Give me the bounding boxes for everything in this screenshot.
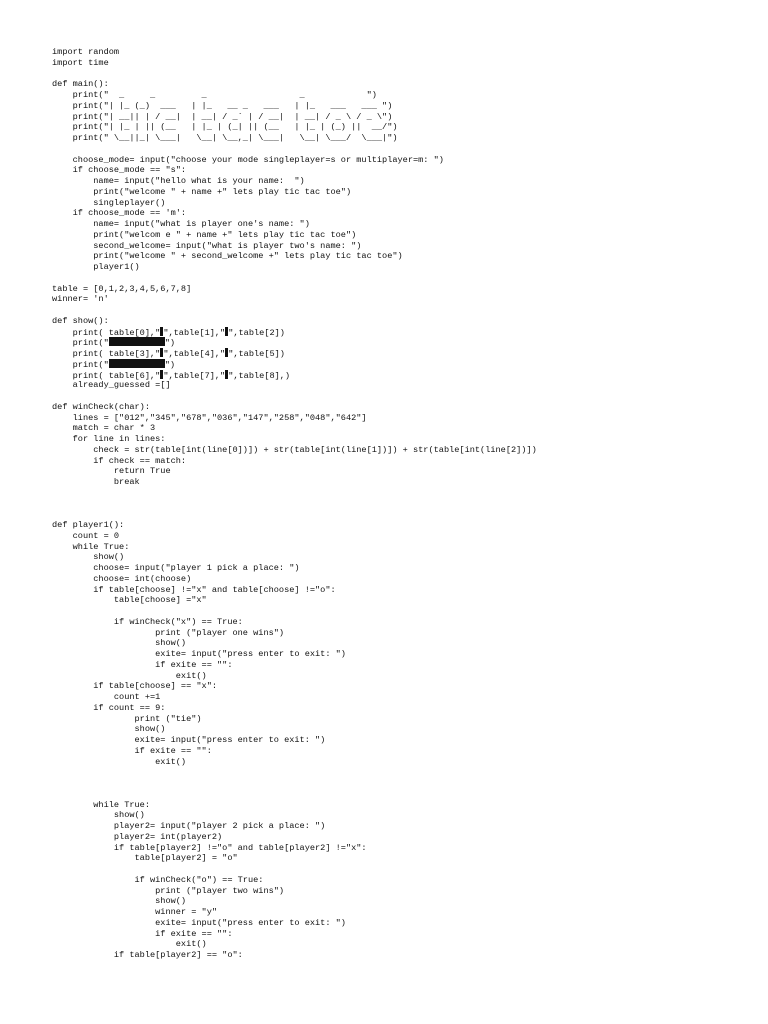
code-line: table = [0,1,2,3,4,5,6,7,8] [52,283,192,294]
code-line: name= input("hello what is your name: ") [52,176,305,186]
code-line: exite= input("press enter to exit: ") [52,735,326,745]
code-line [52,778,752,789]
code-line: count +=1 [52,692,161,702]
code-line: exite= input("press enter to exit: ") [52,917,346,928]
code-line: exite= input("press enter to exit: ") [52,649,346,659]
code-line: def winCheck(char): [52,401,150,412]
code-line: def show(): [52,315,109,326]
code-line: print("| __|| | / __| | __| / _` | / __| | __| / _ \ / _ \") [52,111,393,122]
code-line: show() [52,896,187,907]
code-line: if exite == "": [52,928,233,939]
code-line: match = char * 3 [52,423,156,434]
code-line: print(" _ _ _ _ ") [52,90,377,100]
code-line: if winCheck("x") == True: [52,616,243,627]
code-line: print(" ") [52,338,176,349]
code-line: def player1(): [52,520,125,530]
code-line: import time [52,57,109,68]
code-line: table[player2] = "o" [52,853,238,864]
code-line: import random [52,47,120,57]
code-line: if exite == "": [52,745,212,756]
code-line: winner= 'n' [52,294,109,305]
divider-mark [109,359,165,368]
code-line [52,864,752,875]
code-listing [52,47,752,961]
code-line: print( table[3]," ",table[4]," ",table[5]) [52,349,285,359]
code-line: singleplayer() [52,197,166,208]
code-line: print( table[6]," ",table[7]," ",table[8],) [52,370,291,381]
code-line: show() [52,810,145,821]
code-line: exit() [52,939,207,950]
code-line [52,509,752,520]
code-line: print("| |_ | || (__ | |_ | (_| || (__ | |_ | (_) || __/") [52,122,398,133]
code-line: if table[player2] !="o" and table[player2] !="x": [52,842,367,853]
code-line: count = 0 [52,530,120,541]
code-line [52,144,752,155]
code-line: print ("tie") [52,713,202,724]
code-line: print(" ") [52,359,176,370]
code-line: winner = "y" [52,907,218,917]
code-line [52,606,752,617]
code-line [52,391,752,402]
code-line: print(" \__||_| \___| \__| \__,_| \___| \__| \___/ \___|") [52,133,398,143]
code-line: if table[player2] == "o": [52,950,243,960]
pipe-mark [160,370,163,379]
code-line: if count == 9: [52,702,166,713]
code-line: table[choose] ="x" [52,595,207,606]
code-line: while True: [52,799,150,810]
code-line: player2= int(player2) [52,831,223,842]
code-line: print("welcom e " + name +" lets play tic tac toe") [52,229,357,240]
code-line [52,499,752,510]
code-line: print("welcome " + name +" lets play tic tac toe") [52,186,352,197]
code-line: show() [52,724,166,735]
pipe-mark [160,348,163,357]
code-line: player2= input("player 2 pick a place: ") [52,821,326,831]
code-line: check = str(table[int(line[0])]) + str(table[int(line[1])]) + str(table[int(line[2])]) [52,444,537,455]
code-line: if choose_mode == "s": [52,165,187,176]
code-line [52,789,752,800]
code-line [52,767,752,778]
code-line: show() [52,552,125,563]
code-line: def main(): [52,79,109,90]
code-line: print ("player two wins") [52,885,285,896]
code-line: break [52,477,140,487]
code-line: print( table[0]," ",table[1]," ",table[2]) [52,327,285,338]
code-line: exit() [52,670,207,681]
code-line: if choose_mode == 'm': [52,208,187,219]
code-line: show() [52,638,187,649]
code-line: while True: [52,541,130,552]
pipe-mark [225,370,228,379]
pipe-mark [225,348,228,357]
code-line [52,305,752,316]
code-line: if table[choose] !="x" and table[choose] !="o": [52,584,336,595]
code-line: choose= input("player 1 pick a place: ") [52,563,300,573]
code-line: lines = ["012","345","678","036","147","258","048","642"] [52,412,367,423]
code-line: print("| |_ (_) ___ | |_ __ _ ___ | |_ ___ ___ ") [52,100,393,111]
code-line: if table[choose] == "x": [52,681,218,692]
code-line [52,69,752,80]
code-line [52,488,752,499]
code-line: player1() [52,262,140,272]
code-line: already_guessed =[] [52,380,171,391]
code-line: return True [52,466,171,477]
code-line: if check == match: [52,455,187,466]
code-line: exit() [52,756,187,767]
code-line: if exite == "": [52,659,233,670]
code-line: print ("player one wins") [52,627,285,638]
pipe-mark [160,327,163,336]
divider-mark [109,337,165,346]
code-line: print("welcome " + second_welcome +" lets play tic tac toe") [52,251,403,262]
code-line: second_welcome= input("what is player two's name: ") [52,240,362,251]
code-line: if winCheck("o") == True: [52,874,264,885]
pipe-mark [225,327,228,336]
code-line [52,273,752,284]
code-line: choose_mode= input("choose your mode singleplayer=s or multiplayer=m: ") [52,154,444,165]
code-line: for line in lines: [52,434,166,444]
code-line: choose= int(choose) [52,573,192,584]
code-line: name= input("what is player one's name: ") [52,219,310,229]
